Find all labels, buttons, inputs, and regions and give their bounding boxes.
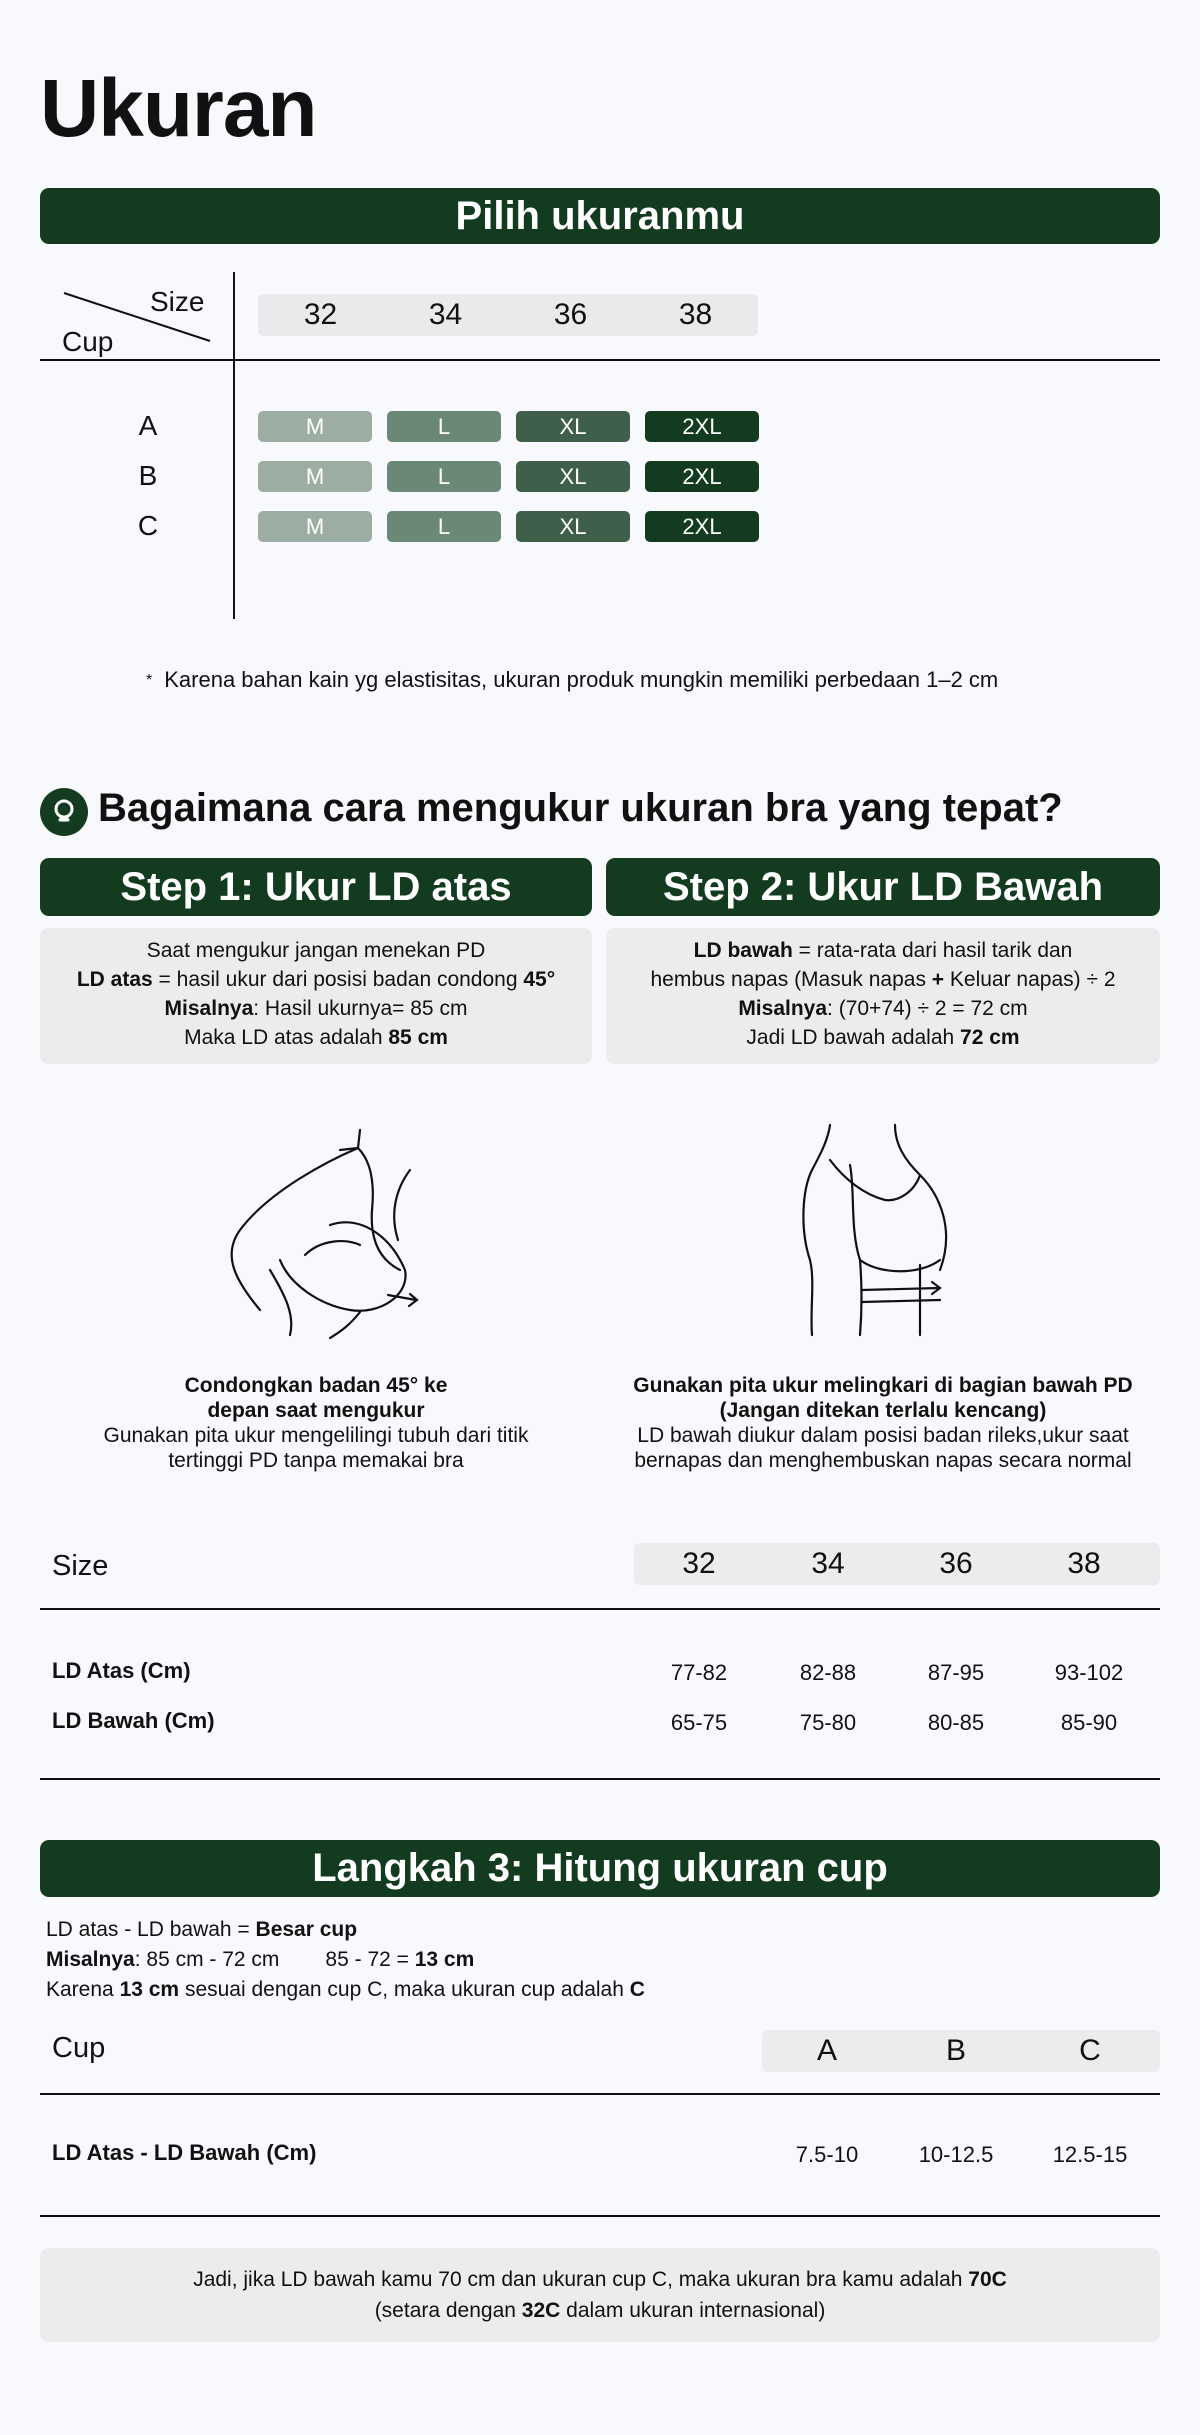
band-size: 36	[553, 298, 588, 331]
step1-caption-bold: Condongkan badan 45° ke	[184, 1374, 448, 1397]
conclusion-line: (setara dengan 32C dalam ukuran internasional)	[374, 2299, 826, 2322]
cup-table-bottom	[40, 2215, 1160, 2217]
asterisk: *	[146, 672, 153, 690]
chart-horizontal-line	[40, 359, 1160, 361]
step2-line: Misalnya: (70+74) ÷ 2 = 72 cm	[738, 997, 1028, 1020]
size-chip-2xl: 2XL	[645, 461, 759, 492]
cup-label: C	[137, 510, 159, 541]
measure-size: 36	[939, 1547, 973, 1580]
cup-column-header	[762, 2030, 1160, 2072]
step2-line: Jadi LD bawah adalah 72 cm	[746, 1026, 1020, 1049]
step1-caption-text: Gunakan pita ukur mengelilingi tubuh dari titik	[103, 1424, 529, 1447]
cup-cell: 7.5-10	[795, 2142, 859, 2167]
how-to-heading: Bagaimana cara mengukur ukuran bra yang tepat?	[98, 786, 1063, 830]
measure-size: 38	[1067, 1547, 1101, 1580]
cup-label: A	[138, 410, 158, 441]
step3-explanation	[46, 1915, 645, 2005]
size-note	[146, 667, 998, 693]
step1-line: Maka LD atas adalah 85 cm	[184, 1026, 448, 1049]
step3-line: LD atas - LD bawah = Besar cup	[46, 1918, 358, 1941]
cup-row-label: LD Atas - LD Bawah (Cm)	[52, 2140, 317, 2165]
measure-cell: 77-82	[670, 1660, 728, 1685]
cup-table-header: Cup	[52, 2032, 106, 2064]
lightbulb-icon	[40, 788, 88, 836]
step1-line: Saat mengukur jangan menekan PD	[146, 939, 486, 962]
page-title: Ukuran	[40, 63, 317, 154]
cup-label: B	[138, 460, 158, 491]
size-chip-m: M	[258, 511, 372, 542]
size-chip-2xl: 2XL	[645, 411, 759, 442]
size-chip-2xl: 2XL	[645, 511, 759, 542]
step1-banner	[40, 858, 592, 916]
step2-banner	[606, 858, 1160, 916]
cup-column: C	[1079, 2034, 1101, 2067]
step3-line: Misalnya: 85 cm - 72 cm 85 - 72 = 13 cm	[46, 1948, 475, 1971]
row-label-ld-atas: LD Atas (Cm)	[52, 1658, 191, 1683]
measure-cell: 93-102	[1054, 1660, 1124, 1685]
cup-cell: 12.5-15	[1052, 2142, 1128, 2167]
measure-size: 32	[682, 1547, 716, 1580]
size-chip-xl: XL	[516, 411, 630, 442]
conclusion-box	[40, 2248, 1160, 2342]
band-size: 34	[428, 298, 463, 331]
chart-vertical-line	[233, 272, 235, 619]
size-note-text: Karena bahan kain yg elastisitas, ukuran produk mungkin memiliki perbedaan 1–2 cm	[164, 667, 999, 692]
step2-caption	[600, 1373, 1166, 1473]
size-chip-l: L	[387, 511, 501, 542]
measure-cell: 75-80	[799, 1710, 857, 1735]
size-chip-xl: XL	[516, 461, 630, 492]
step1-line: LD atas = hasil ukur dari posisi badan condong 45°	[76, 968, 556, 991]
axis-cup-label: Cup	[62, 326, 114, 357]
step2-caption-text: bernapas dan menghembuskan napas secara normal	[634, 1449, 1132, 1472]
size-chip-m: M	[258, 461, 372, 492]
measure-table-divider	[40, 1608, 1160, 1610]
cup-column: A	[816, 2034, 837, 2067]
step2-box	[606, 928, 1160, 1064]
step2-caption-bold: (Jangan ditekan terlalu kencang)	[719, 1399, 1047, 1422]
step1-caption-bold: depan saat mengukur	[207, 1399, 425, 1422]
size-chip-l: L	[387, 411, 501, 442]
step2-line: LD bawah = rata-rata dari hasil tarik dan	[693, 939, 1073, 962]
step1-box	[40, 928, 592, 1064]
band-size-header	[258, 294, 758, 336]
step1-caption	[40, 1373, 592, 1473]
measure-table-bottom	[40, 1778, 1160, 1780]
row-label-ld-bawah: LD Bawah (Cm)	[52, 1708, 215, 1733]
step2-title: Step 2: Ukur LD Bawah	[662, 864, 1104, 909]
size-chip-l: L	[387, 461, 501, 492]
axis-size-label: Size	[150, 286, 205, 317]
size-chart-banner-text: Pilih ukuranmu	[455, 193, 745, 238]
measure-size-header	[634, 1543, 1160, 1585]
step1-line: Misalnya: Hasil ukurnya= 85 cm	[164, 997, 468, 1020]
size-chip-xl: XL	[516, 511, 630, 542]
band-size: 32	[303, 298, 338, 331]
underbust-illustration	[790, 1120, 970, 1340]
step3-banner	[40, 1840, 1160, 1897]
step1-caption-text: tertinggi PD tanpa memakai bra	[168, 1449, 464, 1472]
step1-title: Step 1: Ukur LD atas	[120, 864, 512, 909]
step2-caption-bold: Gunakan pita ukur melingkari di bagian bawah PD	[633, 1374, 1133, 1397]
band-size: 38	[678, 298, 713, 331]
measure-size: 34	[811, 1547, 845, 1580]
measure-cell: 87-95	[927, 1660, 985, 1685]
measure-table-header: Size	[52, 1550, 109, 1582]
step2-caption-text: LD bawah diukur dalam posisi badan rileks,ukur saat	[637, 1424, 1129, 1447]
cup-column: B	[945, 2034, 966, 2067]
size-chip-m: M	[258, 411, 372, 442]
measure-cell: 65-75	[670, 1710, 728, 1735]
cup-table-divider	[40, 2093, 1160, 2095]
conclusion-line: Jadi, jika LD bawah kamu 70 cm dan ukuran cup C, maka ukuran bra kamu adalah 70C	[193, 2268, 1007, 2291]
step2-line: hembus napas (Masuk napas + Keluar napas) ÷ 2	[650, 968, 1116, 991]
step3-title: Langkah 3: Hitung ukuran cup	[312, 1846, 888, 1890]
measure-cell: 82-88	[799, 1660, 857, 1685]
lean-forward-illustration	[210, 1120, 430, 1340]
measure-cell: 80-85	[927, 1710, 985, 1735]
size-chart-banner	[40, 188, 1160, 244]
measure-cell: 85-90	[1060, 1710, 1118, 1735]
cup-cell: 10-12.5	[918, 2142, 994, 2167]
step3-line: Karena 13 cm sesuai dengan cup C, maka ukuran cup adalah C	[46, 1978, 645, 2001]
